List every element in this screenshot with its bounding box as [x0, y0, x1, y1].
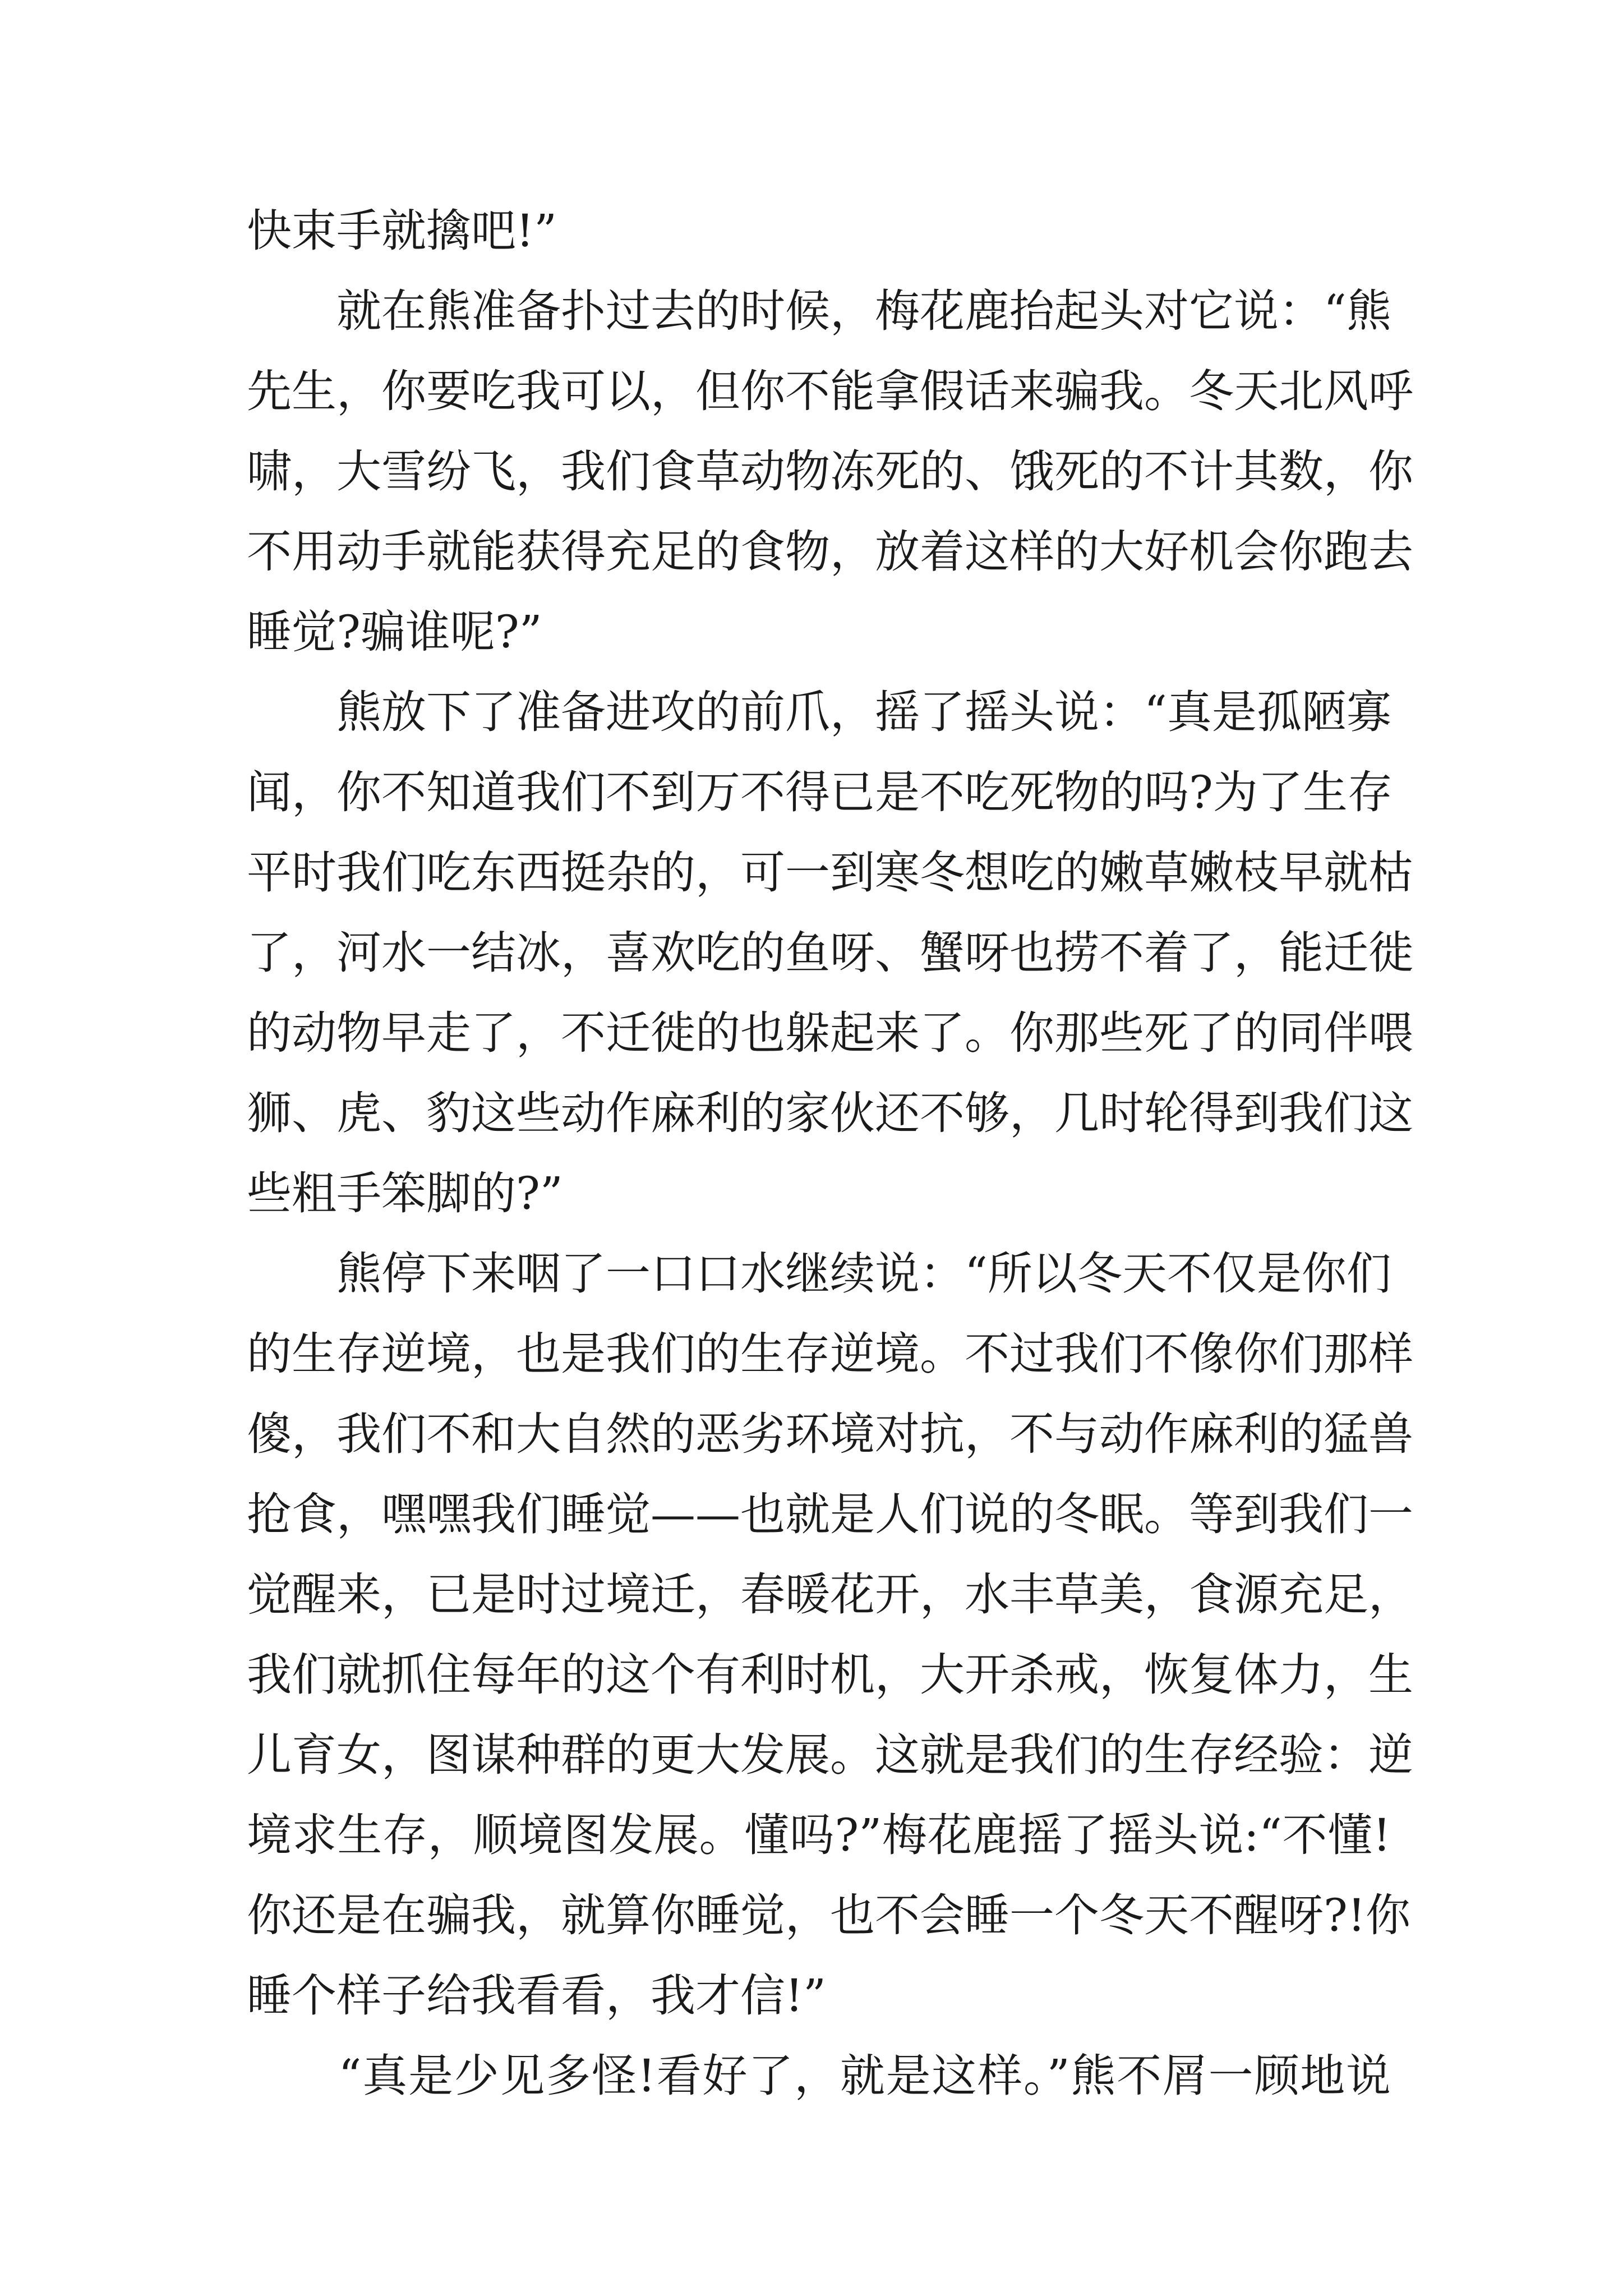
text-line: 啸，大雪纷飞，我们食草动物冻死的、饿死的不计其数，你 [247, 445, 1413, 498]
text-line: 傻，我们不和大自然的恶劣环境对抗，不与动作麻利的猛兽 [247, 1408, 1413, 1460]
text-line: 我们就抓住每年的这个有利时机，大开杀戒，恢复体力，生 [247, 1649, 1413, 1701]
body-text [247, 191, 1413, 2116]
text-line: 熊停下来咽了一口口水继续说：“所以冬天不仅是你们 [247, 1248, 1391, 1300]
text-line: 睡觉?骗谁呢?” [247, 606, 542, 658]
text-line: 快束手就擒吧!” [247, 205, 557, 257]
text-line: 狮、虎、豹这些动作麻利的家伙还不够，几时轮得到我们这 [247, 1087, 1413, 1139]
text-line: 些粗手笨脚的?” [247, 1167, 563, 1220]
text-line: 儿育女，图谋种群的更大发展。这就是我们的生存经验：逆 [247, 1729, 1413, 1781]
text-line: 的动物早走了，不迁徙的也躲起来了。你那些死了的同伴喂 [247, 1007, 1413, 1059]
text-line: 你还是在骗我，就算你睡觉，也不会睡一个冬天不醒呀?!你 [247, 1889, 1411, 1941]
text-line: 睡个样子给我看看，我才信!” [247, 1970, 827, 2022]
text-line: “真是少见多怪!看好了，就是这样。”熊不屑一顾地说 [247, 2050, 1391, 2102]
text-line: 境求生存，顺境图发展。懂吗?”梅花鹿摇了摇头说:“不懂! [247, 1809, 1391, 1861]
text-line: 平时我们吃东西挺杂的，可一到寒冬想吃的嫩草嫩枝早就枯 [247, 846, 1413, 899]
text-line: 了，河水一结冰，喜欢吃的鱼呀、蟹呀也捞不着了，能迁徙 [247, 927, 1413, 979]
text-line: 就在熊准备扑过去的时候，梅花鹿抬起头对它说：“熊 [247, 285, 1391, 337]
text-line: 的生存逆境，也是我们的生存逆境。不过我们不像你们那样 [247, 1328, 1413, 1380]
text-line: 熊放下了准备进攻的前爪，摇了摇头说：“真是孤陋寡 [247, 686, 1391, 738]
text-line: 抢食，嘿嘿我们睡觉——也就是人们说的冬眠。等到我们一 [247, 1488, 1413, 1540]
text-line: 不用动手就能获得充足的食物，放着这样的大好机会你跑去 [247, 526, 1413, 578]
text-line: 闻，你不知道我们不到万不得已是不吃死物的吗?为了生存 [247, 766, 1393, 818]
text-line: 觉醒来，已是时过境迁，春暖花开，水丰草美，食源充足， [247, 1568, 1413, 1621]
text-line: 先生，你要吃我可以，但你不能拿假话来骗我。冬天北风呼 [247, 365, 1413, 417]
